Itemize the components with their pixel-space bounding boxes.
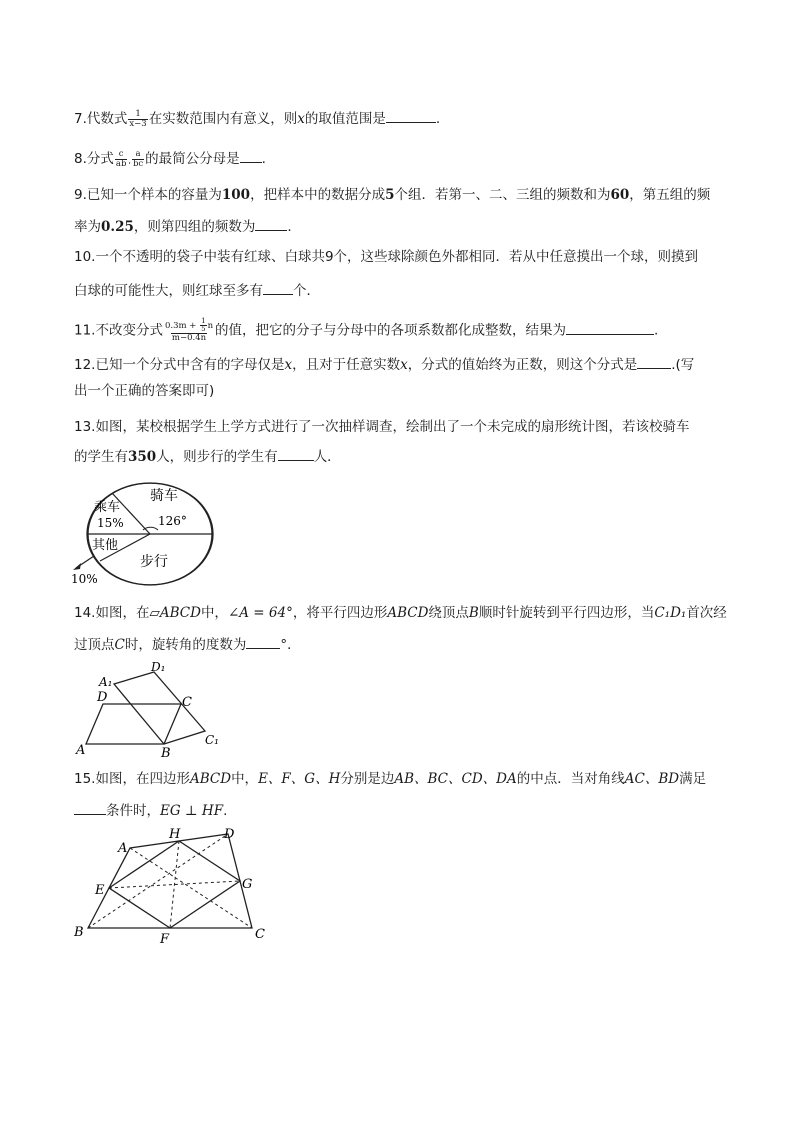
point-G: G xyxy=(242,877,253,892)
question-15-line1: 15.如图，在四边形ABCD中，E、F、G、H分别是边AB、BC、CD、DA的中点．当对角线AC、BD满足 xyxy=(74,771,707,787)
answer-blank xyxy=(637,354,671,369)
q7-text: 7.代数式 xyxy=(74,111,128,127)
point-A1: A₁ xyxy=(99,675,113,689)
point-C: C xyxy=(255,927,265,942)
point-D1: D₁ xyxy=(151,660,166,674)
question-15-line2: 条件时，EG ⊥ HF. xyxy=(74,800,227,821)
answer-blank xyxy=(263,280,293,295)
point-B: B xyxy=(74,925,84,940)
answer-blank xyxy=(278,446,314,461)
question-7: 7.代数式 $\frac{1}{x-3}$ 在实数范围内有意义，则x的取值范围是 . xyxy=(74,108,441,129)
point-B: B xyxy=(161,746,171,760)
question-9-line2: 率为0.25，则第四组的频数为 . xyxy=(74,216,292,237)
answer-blank xyxy=(74,800,106,815)
question-12-line1: 12.已知一个分式中含有的字母仅是x，且对于任意实数x，分式的值始终为正数，则这个分式是 .(写 xyxy=(74,354,694,375)
label-walk: 步行 xyxy=(140,554,168,570)
question-11: 11.不改变分式 0.3m + $\frac{1}{5}$ n m−0.4n 的值，把它的分子与分母中的各项系数都化成整数，结果为 . xyxy=(74,317,659,343)
point-E: E xyxy=(95,883,105,898)
q8-fraction-1: $\frac{c}{ab}$ xyxy=(115,148,127,169)
quadrilateral-figure xyxy=(66,822,276,946)
point-A: A xyxy=(76,743,86,758)
question-10-line2: 白球的可能性大，则红球至多有 个． xyxy=(74,280,320,301)
question-13-line1: 13.如图，某校根据学生上学方式进行了一次抽样调查，绘制出了一个未完成的扇形统计图，若该校骑车 xyxy=(74,419,690,435)
parallelogram-abcd xyxy=(86,704,181,744)
question-9-line1: 9.已知一个样本的容量为100，把样本中的数据分成5个组．若第一、二、三组的频数和为60，第五组的频 xyxy=(74,187,711,203)
question-14-line1: 14.如图，在▱ABCD中，∠A = 64°，将平行四边形ABCD绕顶点B顺时针旋转到平行四边形，当C₁D₁首次经 xyxy=(74,605,727,621)
label-other-pct: 10% xyxy=(71,572,98,586)
label-bus: 乘车 xyxy=(94,500,121,515)
question-13-line2: 的学生有350人，则步行的学生有 人． xyxy=(74,446,341,467)
diagonal-BD xyxy=(88,834,228,928)
question-12-line2: 出一个正确的答案即可) xyxy=(74,383,215,399)
label-bus-pct: 15% xyxy=(97,516,124,530)
label-angle: 126° xyxy=(158,514,187,528)
point-F: F xyxy=(160,932,170,946)
point-D: D xyxy=(97,690,108,705)
point-C: C xyxy=(182,695,192,710)
answer-blank xyxy=(386,108,436,123)
answer-blank xyxy=(255,216,287,231)
answer-blank xyxy=(246,634,280,649)
q8-fraction-2: $\frac{a}{bc}$ xyxy=(132,148,144,169)
point-D: D xyxy=(224,827,235,842)
quadrilateral-abcd xyxy=(88,834,252,928)
pointer-arrow xyxy=(73,563,81,570)
point-H: H xyxy=(169,827,181,842)
point-A: A xyxy=(118,841,128,856)
answer-blank xyxy=(240,148,262,163)
label-bike: 骑车 xyxy=(150,488,178,504)
question-14-line2: 过顶点C时，旋转角的度数为 °． xyxy=(74,634,301,655)
q11-fraction: 0.3m + $\frac{1}{5}$ n m−0.4n xyxy=(164,317,214,343)
q7-fraction: $\frac{1}{x-3}$ xyxy=(129,108,147,129)
point-C1: C₁ xyxy=(205,733,219,747)
pie-chart-figure xyxy=(66,474,226,586)
label-other: 其他 xyxy=(92,538,119,553)
question-8: 8.分式 $\frac{c}{ab}$ , $\frac{a}{bc}$ 的最简公分母是 . xyxy=(74,148,266,169)
answer-blank xyxy=(566,320,654,335)
question-10-line1: 10.一个不透明的袋子中装有红球、白球共9个，这些球除颜色外都相同．若从中任意摸出一个球，则摸到 xyxy=(74,249,699,265)
parallelogram-figure xyxy=(66,658,226,760)
